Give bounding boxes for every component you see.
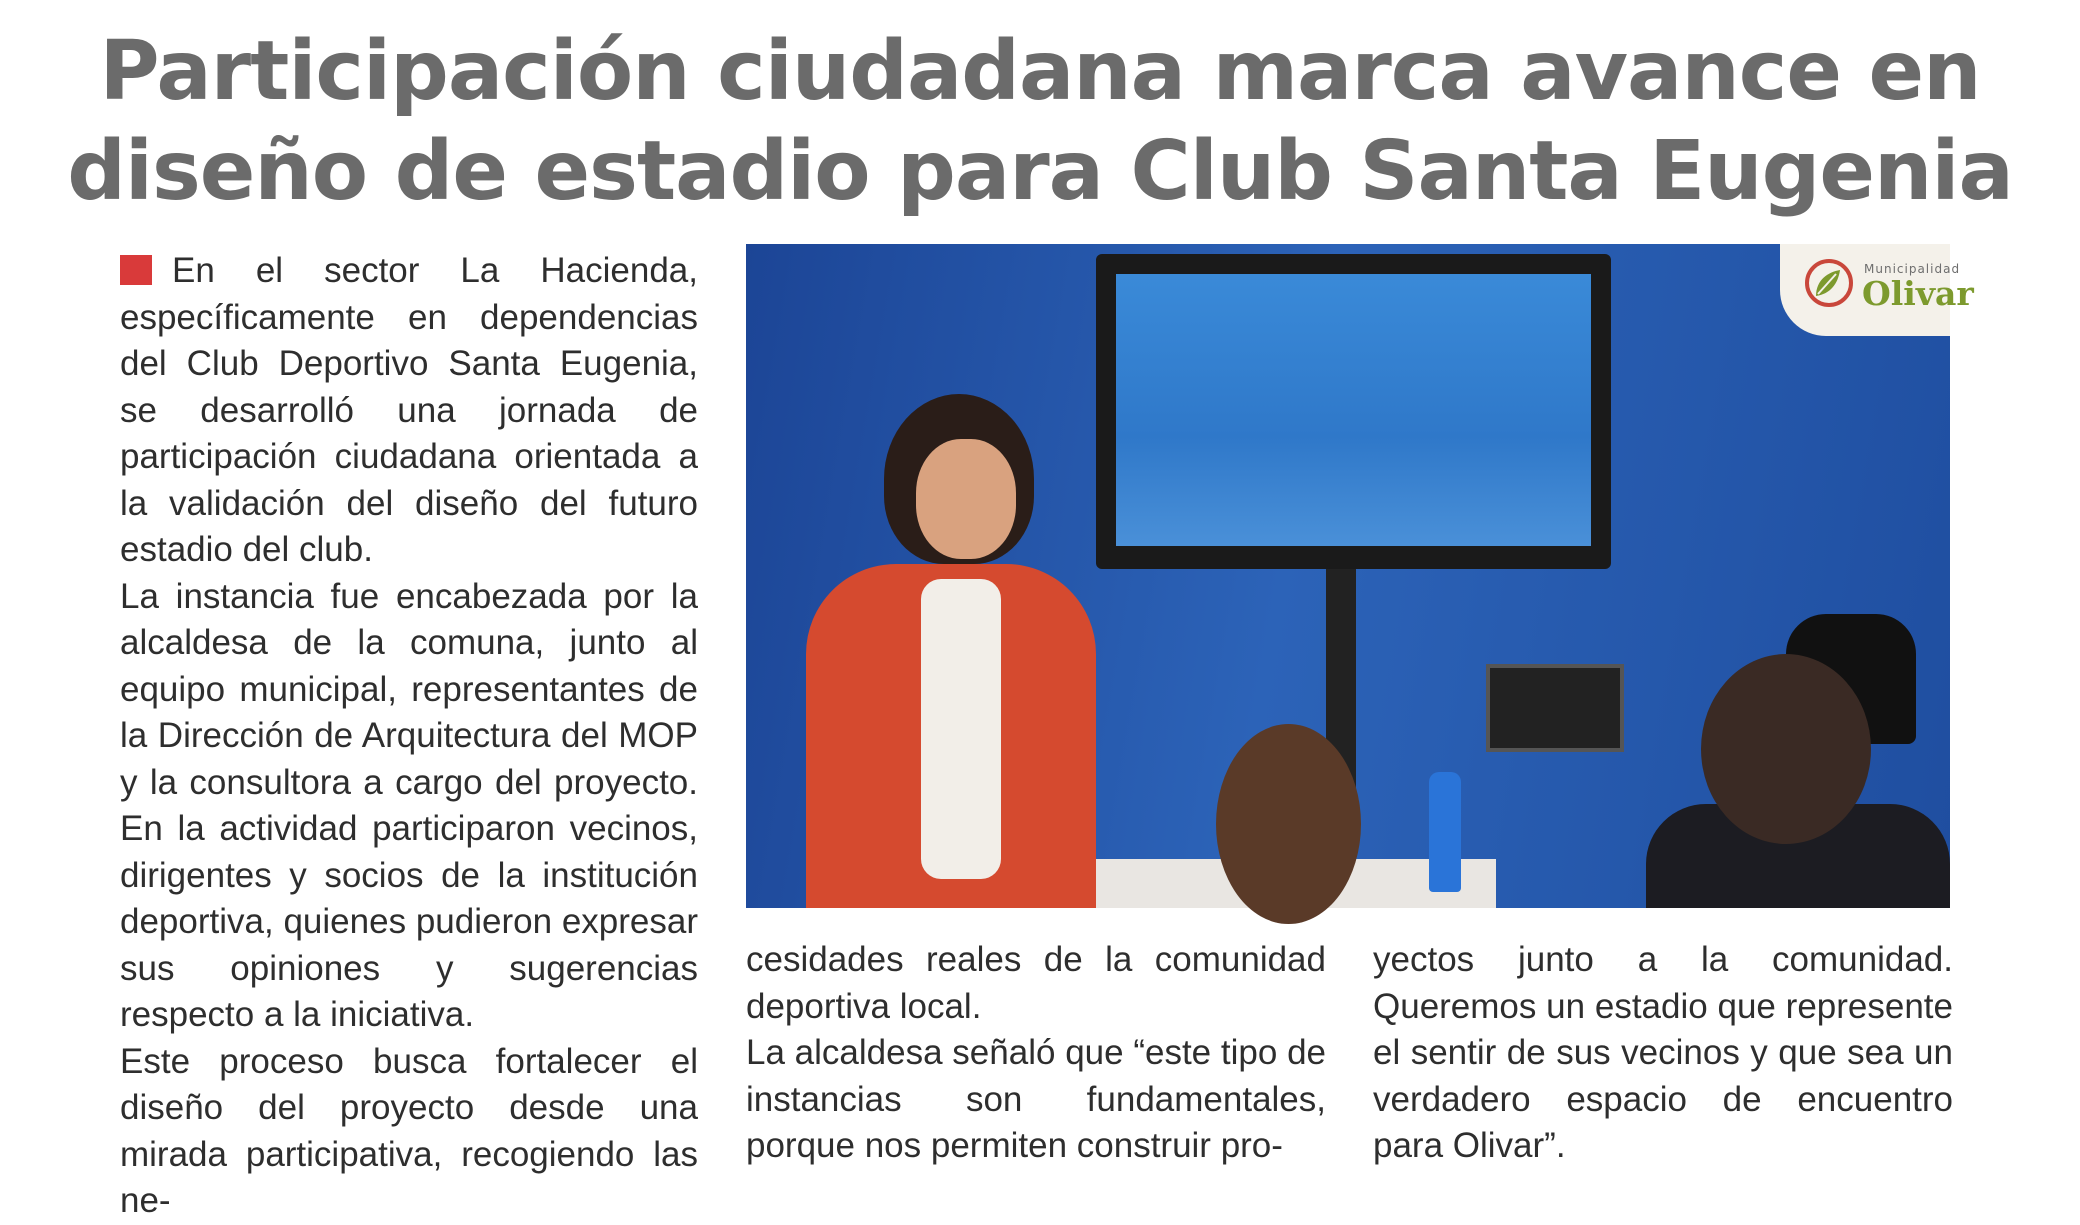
paragraph-needs: cesidades reales de la comunidad deportiva local. bbox=[746, 940, 1326, 1026]
red-square-bullet-icon bbox=[120, 255, 152, 285]
article-photo bbox=[746, 244, 1974, 908]
speaker-woman-face bbox=[916, 439, 1016, 559]
presentation-slide bbox=[1116, 274, 1591, 546]
attendee-head bbox=[1216, 724, 1361, 924]
paragraph-intro bbox=[120, 248, 698, 574]
paragraph-intro-text: En el sector La Hacienda, específicamente en dependencias del Club Deportivo Santa Eugenia, se desarrolló una jornada de participación ciudadana orientada a la validación del diseño del futuro estadio del club. bbox=[120, 251, 698, 569]
leaf-logo-icon bbox=[1804, 258, 1854, 308]
paragraph-leadership: La instancia fue encabezada por la alcaldesa de la comuna, junto al equipo municipal, representantes de la Dirección de Arquitectura del MOP y la consultora a cargo del proyecto. En la actividad participaron vecinos, dirigentes y socios de la institución deportiva, quienes pudieron expresar sus opiniones y sugerencias respecto a la iniciativa. bbox=[120, 576, 698, 1034]
text-column-middle bbox=[746, 937, 1326, 1170]
attendee-head-right bbox=[1701, 654, 1871, 844]
presentation-screen bbox=[1096, 254, 1611, 569]
headline-line-1: Participación ciudadana marca avance en bbox=[99, 24, 1981, 119]
water-bottle bbox=[1429, 772, 1461, 892]
article-headline bbox=[0, 22, 2080, 222]
paragraph-quote-end: yectos junto a la comunidad. Queremos un estadio que represente el sentir de sus vecinos y que sea un verdadero espacio de encuentro para Olivar”. bbox=[1373, 940, 1953, 1165]
text-column-left bbox=[120, 248, 698, 1225]
logo-municipalidad-text: Municipalidad bbox=[1864, 262, 1961, 276]
headline-line-2: diseño de estadio para Club Santa Eugenia bbox=[67, 124, 2013, 219]
logo-olivar-text: Olivar bbox=[1862, 274, 1974, 313]
paragraph-purpose: Este proceso busca fortalecer el diseño del proyecto desde una mirada participativa, recogiendo las ne- bbox=[120, 1041, 698, 1220]
text-column-right bbox=[1373, 937, 1953, 1170]
paragraph-quote-start: La alcaldesa señaló que “este tipo de instancias son fundamentales, porque nos permiten construir pro- bbox=[746, 1033, 1326, 1165]
laptop bbox=[1486, 664, 1624, 752]
speaker-woman-shirt bbox=[921, 579, 1001, 879]
municipality-logo bbox=[1780, 244, 1974, 336]
